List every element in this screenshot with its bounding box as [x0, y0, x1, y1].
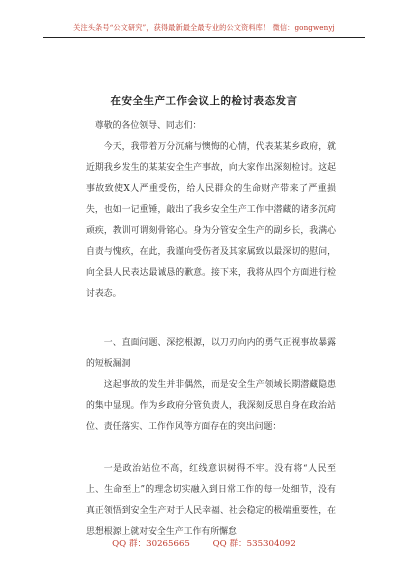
section-heading-1: 一、直面问题、深挖根源，以刀刃向内的勇气正视事故暴露的短板漏洞: [86, 338, 336, 369]
paragraph-block-1: [86, 137, 336, 305]
header-divider: [43, 37, 365, 38]
salutation: 尊敬的各位领导、同志们：: [94, 121, 202, 131]
paragraph-2: 这起事故的发生并非偶然，而是安全生产领域长期潜藏隐患的集中显现。作为乡政府分管负责人，我深刻反思自身在政治站位、责任落实、工作作风等方面存在的突出问题：: [86, 380, 336, 432]
paragraph-block-2: [86, 375, 336, 438]
document-title: 在安全生产工作会议上的检讨表态发言: [110, 95, 298, 107]
section-heading-block-1: [86, 333, 336, 375]
header-ad-text[interactable]: 关注头条号“公文研究”，获得最新最全最专业的公文资料库！ 微信：gongwenyj: [73, 23, 335, 32]
qq-group-label-1: QQ 群：30265665: [112, 539, 190, 549]
salutation-block: [86, 116, 336, 137]
qq-group-label-2: QQ 群：535304092: [212, 539, 296, 549]
paragraph-3: 一是政治站位不高，红线意识树得不牢。没有将“人民至上、生命至上”的理念切实融入到日常工作的每一处细节，没有真正领悟到安全生产对于人民幸福、社会稳定的极端重要性，在思想根源上就对安全生产工作有所懈怠: [86, 464, 336, 537]
paragraph-1: 今天，我带着万分沉痛与懊悔的心情，代表某某乡政府，就近期我乡发生的某某安全生产事故，向大家作出深刻检讨。这起事故致使X人严重受伤，给人民群众的生命财产带来了严重损失，也如一记重锤，敲出了我乡安全生产工作中潜藏的诸多沉疴顽疾，教训可谓刻骨铭心。身为分管安全生产的副乡长，我满心自责与愧疚，在此，我谨向受伤者及其家属致以最深切的慰问，向全县人民表达最诚恳的歉意。接下来，我将从四个方面进行检讨表态。: [86, 142, 336, 299]
header-ad-banner[interactable]: [0, 23, 408, 33]
paragraph-block-3: [86, 459, 336, 543]
footer-contact-bar: [0, 537, 408, 549]
